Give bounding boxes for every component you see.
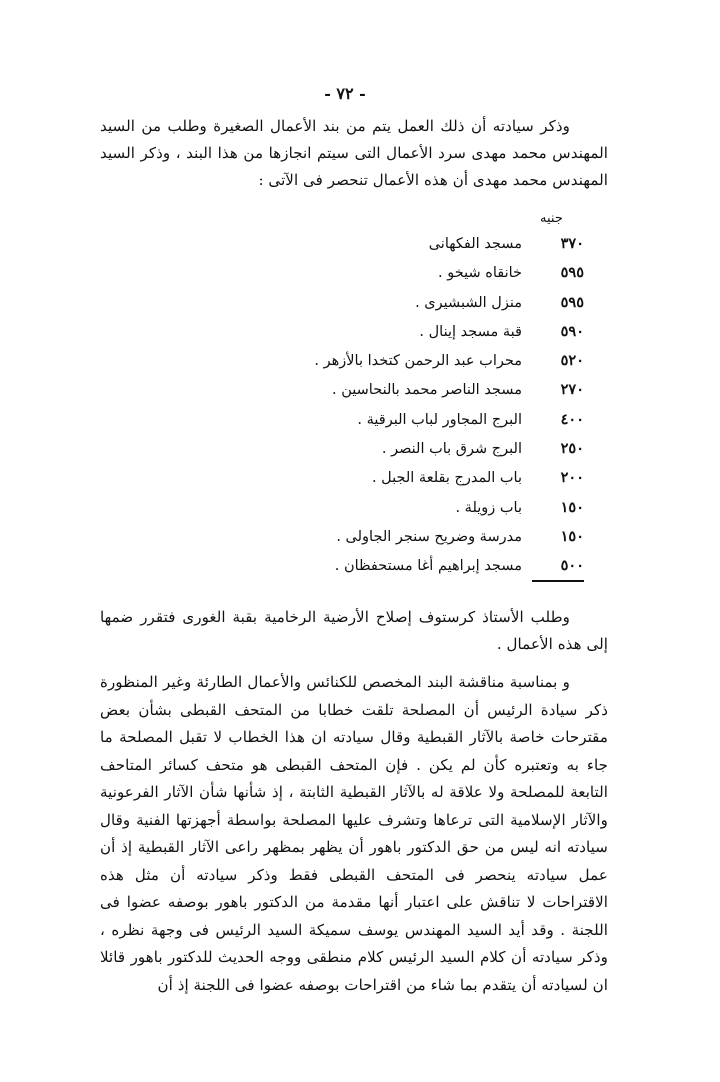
list-item — [0, 435, 720, 464]
item-name: مسجد إبراهيم أغا مستحفظان . — [334, 558, 522, 575]
list-item — [0, 464, 720, 493]
list-item — [0, 289, 720, 318]
item-amount: ٢٥٠ — [560, 440, 584, 458]
item-amount: ٥٩٥ — [560, 264, 584, 282]
page-number: - ٧٢ - — [324, 84, 366, 103]
item-amount: ١٥٠ — [560, 527, 584, 545]
list-item — [0, 494, 720, 523]
item-name: باب المدرج بقلعة الجبل . — [371, 470, 522, 487]
item-amount: ٢٠٠ — [560, 469, 584, 487]
request-paragraph: وطلب الأستاذ كرستوف إصلاح الأرضية الرخامية بقبة الغورى فتقرر ضمها إلى هذه الأعمال . — [100, 608, 608, 653]
item-amount: ٣٧٠ — [560, 235, 584, 252]
item-name: قبة مسجد إينال . — [419, 323, 522, 340]
works-list — [0, 230, 720, 582]
item-amount: ٥٩٥ — [560, 293, 584, 311]
item-name: خانقاه شيخو . — [438, 265, 522, 282]
item-amount: ١٥٠ — [560, 498, 584, 516]
discussion-paragraph: و بمناسبة مناقشة البند المخصص للكنائس والأعمال الطارئة وغير المنظورة ذكر سيادة الرئيس أن المصلحة تلقت خطابا من المتحف القبطى بشأن بعض مقترحات خاصة بالآثار القبطية وقال سيادته ان هذا الخطاب لا تقبل المصلحة ما جاء به وتعتبره كأن لم يكن . فإن المتحف القبطى هو متحف كسائر المتاحف التابعة للمصلحة ولا علاقة له بالآثار القبطية الثابتة ، إذ شأنها شأن الآثار الفرعونية والآثار الإسلامية التى ترعاها وتشرف عليها المصلحة بواسطة أجهزتها الفنية وقال سيادته انه ليس من حق الدكتور باهور أن يظهر بمظهر راعى الآثار القبطية إذ أن عمل سيادته ينحصر فى المتحف القبطى فقط وذكر سيادته أن مثل هذه الاقتراحات لا تناقش على اعتبار أنها مقدمة من الدكتور باهور بوصفه عضوا فى اللجنة . وقد أيد السيد المهندس يوسف سميكة السيد الرئيس فى وجهة نظره ، وذكر سيادته أن كلام السيد الرئيس كلام منطقى ووجه الحديث للدكتور باهور قائلا ان لسيادته أن يتقدم بما شاء من اقتراحات بوصفه عضوا فى اللجنة إذ أن — [100, 673, 608, 994]
item-amount: ٤٠٠ — [560, 410, 584, 428]
item-name: مسجد الناصر محمد بالنحاسين . — [332, 382, 522, 399]
item-name: البرج المجاور لباب البرقية . — [357, 411, 522, 428]
item-name: محراب عبد الرحمن كتخدا بالأزهر . — [314, 353, 522, 370]
list-item — [0, 523, 720, 552]
currency-unit-label: جنيه — [540, 211, 563, 226]
item-amount: ٥٠٠ — [532, 552, 584, 582]
list-item — [0, 318, 720, 347]
list-item — [0, 552, 720, 581]
list-item — [0, 376, 720, 405]
item-name: باب زويلة . — [455, 499, 522, 516]
item-name: مدرسة وضريح سنجر الجاولى . — [336, 528, 522, 545]
intro-paragraph: وذكر سيادته أن ذلك العمل يتم من بند الأعمال الصغيرة وطلب من السيد المهندس محمد مهدى سرد الأعمال التى سيتم انجازها من هذا البند ، وذكر السيد المهندس محمد مهدى أن هذه الأعمال تنحصر فى الآتى : — [100, 117, 608, 189]
list-item — [0, 259, 720, 288]
item-amount: ٢٧٠ — [560, 381, 584, 399]
item-name: البرج شرق باب النصر . — [381, 441, 522, 458]
item-amount: ٥٩٠ — [560, 322, 584, 340]
item-amount: ٥٢٠ — [560, 352, 584, 370]
item-name: منزل الشبشيرى . — [415, 294, 522, 311]
item-name: مسجد الفكهانى — [428, 236, 522, 252]
list-item — [0, 406, 720, 435]
list-item — [0, 230, 720, 259]
list-item — [0, 347, 720, 376]
